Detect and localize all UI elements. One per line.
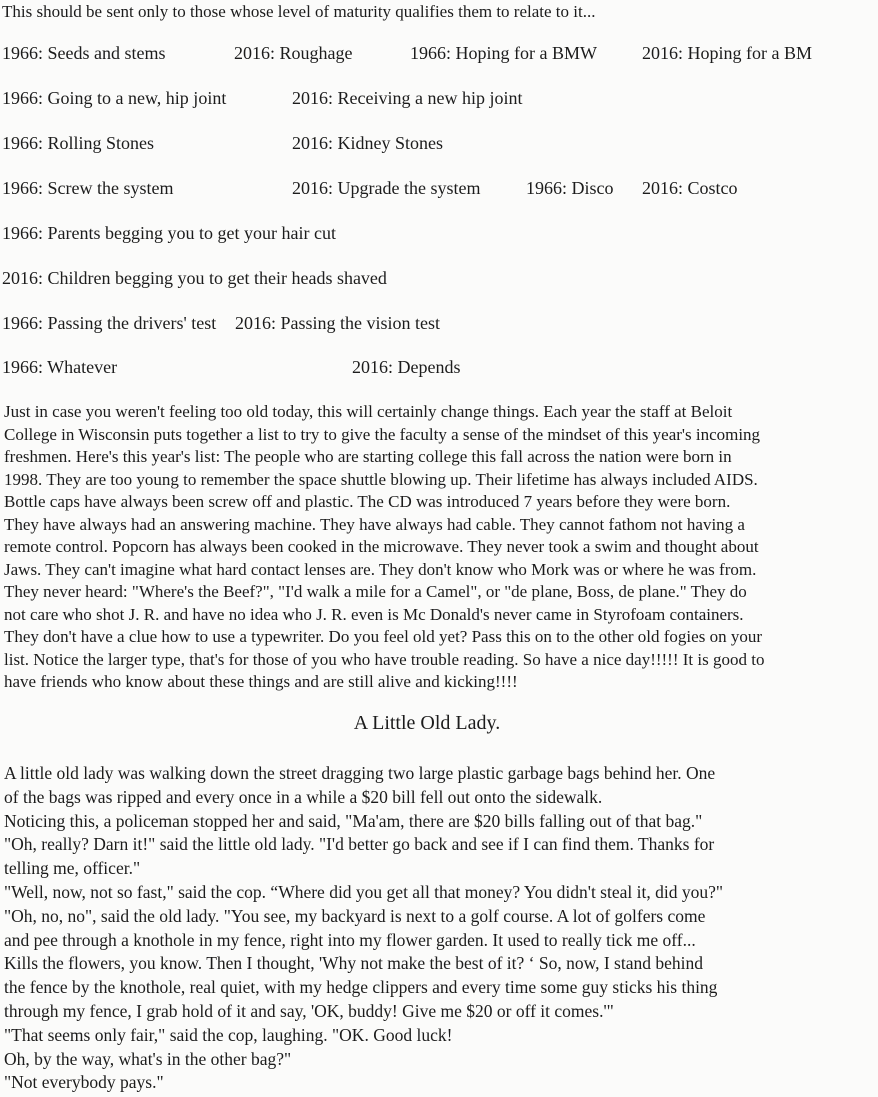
- story-line: A little old lady was walking down the street dragging two large plastic garbage bags behind her. One: [4, 763, 716, 783]
- intro-line: This should be sent only to those whose level of maturity qualifies them to relate to it...: [2, 2, 596, 21]
- comparison-item: 1966: Parents begging you to get your hair cut: [2, 223, 336, 243]
- comparison-row: [2, 43, 862, 67]
- paragraph-line: They have always had an answering machine. They have always had cable. They cannot fathom not having a: [4, 514, 745, 534]
- comparison-item: 1966: Screw the system: [2, 178, 174, 198]
- comparison-item: 1966: Rolling Stones: [2, 133, 155, 153]
- comparison-item: 2016: Depends: [352, 357, 461, 377]
- paragraph-line: remote control. Popcorn has always been cooked in the microwave. They never took a swim and thought about: [4, 537, 759, 556]
- paragraph-line: freshmen. Here's this year's list: The people who are starting college this fall across the nation were born in: [4, 447, 732, 466]
- comparison-item: 1966: Seeds and stems: [2, 43, 166, 63]
- story-line: "That seems only fair," said the cop, laughing. "OK. Good luck!: [4, 1024, 453, 1045]
- beloit-paragraph: [4, 401, 878, 694]
- paragraph-line: Bottle caps have always been screw off and plastic. The CD was introduced 7 years before they were born.: [4, 492, 731, 511]
- story-line: "Not everybody pays.": [4, 1072, 164, 1093]
- paragraph-line: They never heard: "Where's the Beef?", "I'd walk a mile for a Camel", or "de plane, Boss, de plane." They do: [4, 582, 747, 601]
- comparison-row: [2, 313, 862, 337]
- comparison-row: [2, 357, 862, 381]
- comparison-item: 2016: Passing the vision test: [235, 313, 441, 333]
- story-body: [4, 762, 878, 1095]
- paragraph-line: have friends who know about these things and are still alive and kicking!!!!: [4, 672, 518, 691]
- comparison-row: [2, 223, 862, 247]
- story-line: "Well, now, not so fast," said the cop. “Where did you get all that money? You didn't steal it, did you?": [4, 881, 723, 902]
- comparison-item: 1966: Passing the drivers' test: [2, 313, 217, 333]
- comparison-item: 1966: Going to a new, hip joint: [2, 88, 227, 108]
- comparison-row: [2, 178, 862, 202]
- story-line: "Oh, no, no", said the old lady. "You see, my backyard is next to a golf course. A lot of golfers come: [4, 905, 706, 926]
- paragraph-line: list. Notice the larger type, that's for those of you who have trouble reading. So have a nice day!!!!! It is good to: [4, 649, 765, 669]
- comparison-item: 1966: Whatever: [2, 357, 118, 377]
- comparison-row: [2, 133, 862, 157]
- story-line: "Oh, really? Darn it!" said the little old lady. "I'd better go back and see if I can find them. Thanks for: [4, 834, 715, 855]
- story-line: and pee through a knothole in my fence, right into my flower garden. It used to really tick me off...: [4, 929, 696, 950]
- comparison-item: 1966: Disco: [526, 178, 614, 198]
- paragraph-line: 1998. They are too young to remember the space shuttle blowing up. Their lifetime has always included AIDS.: [4, 469, 758, 489]
- comparison-item: 2016: Costco: [642, 178, 738, 198]
- comparison-row: [2, 88, 862, 112]
- story-line: through my fence, I grab hold of it and say, 'OK, buddy! Give me $20 or off it comes.'": [4, 1000, 614, 1021]
- comparison-item: 2016: Receiving a new hip joint: [292, 88, 523, 108]
- comparison-item: 2016: Children begging you to get their heads shaved: [2, 268, 387, 288]
- story-title: A Little Old Lady.: [353, 712, 501, 734]
- story-line: Noticing this, a policeman stopped her and said, "Ma'am, there are $20 bills falling out of that bag.": [4, 810, 703, 831]
- paragraph-line: Jaws. They can't imagine what hard contact lenses are. They don't know who Mork was or where he was from.: [4, 559, 757, 579]
- comparison-item: 1966: Hoping for a BMW: [410, 43, 597, 63]
- paragraph-line: They don't have a clue how to use a typewriter. Do you feel old yet? Pass this on to the other old fogies on your: [4, 627, 762, 646]
- comparison-item: 2016: Upgrade the system: [292, 178, 481, 198]
- story-line: telling me, officer.": [4, 858, 141, 879]
- comparison-item: 2016: Hoping for a BM: [642, 43, 812, 63]
- comparison-row: [2, 268, 862, 292]
- paragraph-line: College in Wisconsin puts together a list to try to give the faculty a sense of the mindset of this year's incoming: [4, 424, 761, 444]
- paragraph-line: not care who shot J. R. and have no idea who J. R. even is Mc Donald's never came in Styrofoam containers.: [4, 604, 744, 624]
- paragraph-line: Just in case you weren't feeling too old today, this will certainly change things. Each year the staff at Beloit: [4, 402, 733, 421]
- story-line: Kills the flowers, you know. Then I thought, 'Why not make the best of it? ‘ So, now, I stand behind: [4, 953, 703, 974]
- story-line: the fence by the knothole, real quiet, with my hedge clippers and every time some guy sticks his thing: [4, 977, 718, 998]
- comparison-item: 2016: Roughage: [234, 43, 353, 63]
- story-line: Oh, by the way, what's in the other bag?": [4, 1048, 292, 1069]
- story-line: of the bags was ripped and every once in a while a $20 bill fell out onto the sidewalk.: [4, 786, 603, 807]
- comparison-item: 2016: Kidney Stones: [292, 133, 443, 153]
